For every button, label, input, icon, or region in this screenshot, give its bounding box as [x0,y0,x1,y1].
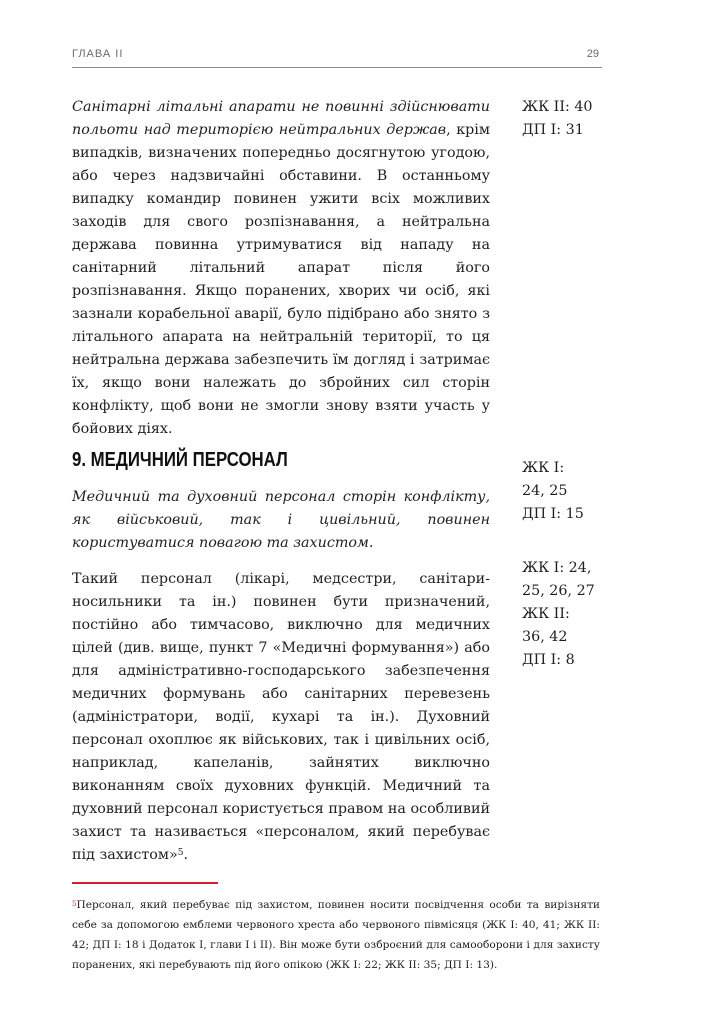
margin-reference-1 [522,96,612,142]
margin-reference-line: 24, 25 [522,483,568,499]
margin-reference-3 [522,557,612,672]
paragraph-neutral-states [72,96,490,441]
chapter-label: ГЛАВА II [72,48,124,60]
paragraph-medical-personnel [72,568,490,867]
margin-reference-line: ЖК I: 24, [522,560,592,576]
footnote-marker: 5 [72,900,77,908]
margin-reference-line: ДП I: 31 [522,122,584,138]
paragraph-end: . [183,847,189,863]
footnote-reference[interactable]: 5 [177,848,184,858]
footnote [72,895,600,975]
rule-italic-text: Медичний та духовний персонал сторін конфлікту, як військовий, так і цивільний, повинен користуватися повагою та захистом. [72,489,490,551]
page-number: 29 [586,48,599,60]
margin-reference-line: ДП I: 15 [522,506,584,522]
margin-reference-line: ЖК I: [522,460,565,476]
header-divider [72,67,602,68]
paragraph-body: , крім випадків, визначених попередньо досягнутою угодою, або через надзвичайні обставини. В останньому випадку командир повинен ужити всіх можливих заходів для свого розпізнавання, а нейтральна держава повинна утримуватися від нападу на санітарний літальний апарат після його розпізнавання. Якщо поранених, хворих чи осіб, які зазнали корабельної аварії, було підібрано або знято з літального апарата на нейтральній території, то ця нейтральна держава забезпечить їм догляд і затримає їх, якщо вони належать до збройних сил сторін конфлікту, щоб вони не змогли знову взяти участь у бойових діях. [72,122,491,437]
margin-reference-2 [522,457,612,526]
footnote-divider [72,882,218,884]
paragraph-medical-rule [72,486,490,555]
footnote-text: Персонал, який перебуває під захистом, повинен носити посвідчення особи та вирізняти себе за допомогою емблеми червоного хреста або червоного півмісяця (ЖК I: 40, 41; ЖК II: 42; ДП I: 18 і Додаток I, глави I і II). Він може бути озброєний для самооборони і для захисту поранених, які перебувають під його опікою (ЖК I: 22; ЖК II: 35; ДП I: 13). [72,899,600,971]
margin-reference-line: ЖК II: [522,606,570,622]
paragraph-italic-lead: Санітарні літальні апарати не повинні здійснювати польоти над територією нейтральних держав [72,99,490,138]
margin-reference-line: 36, 42 [522,629,568,645]
margin-reference-line: 25, 26, 27 [522,583,595,599]
margin-reference-line: ЖК II: 40 [522,99,593,115]
paragraph-body: Такий персонал (лікарі, медсестри, санітари-носильники та ін.) повинен бути призначений, постійно або тимчасово, виключно для медичних цілей (див. вище, пункт 7 «Медичні формування») або для адміністративно-господарського забезпечення медичних формувань або санітарних перевезень (адміністратори, водії, кухарі та ін.). Духовний персонал охоплює як військових, так і цивільних осіб, наприклад, капеланів, зайнятих виключно виконанням своїх духовних функцій. Медичний та духовний персонал користується правом на особливий захист та називається «персоналом, який перебуває під захистом» [72,571,490,863]
section-title: 9. МЕДИЧНИЙ ПЕРСОНАЛ [72,449,288,471]
margin-reference-line: ДП I: 8 [522,652,575,668]
